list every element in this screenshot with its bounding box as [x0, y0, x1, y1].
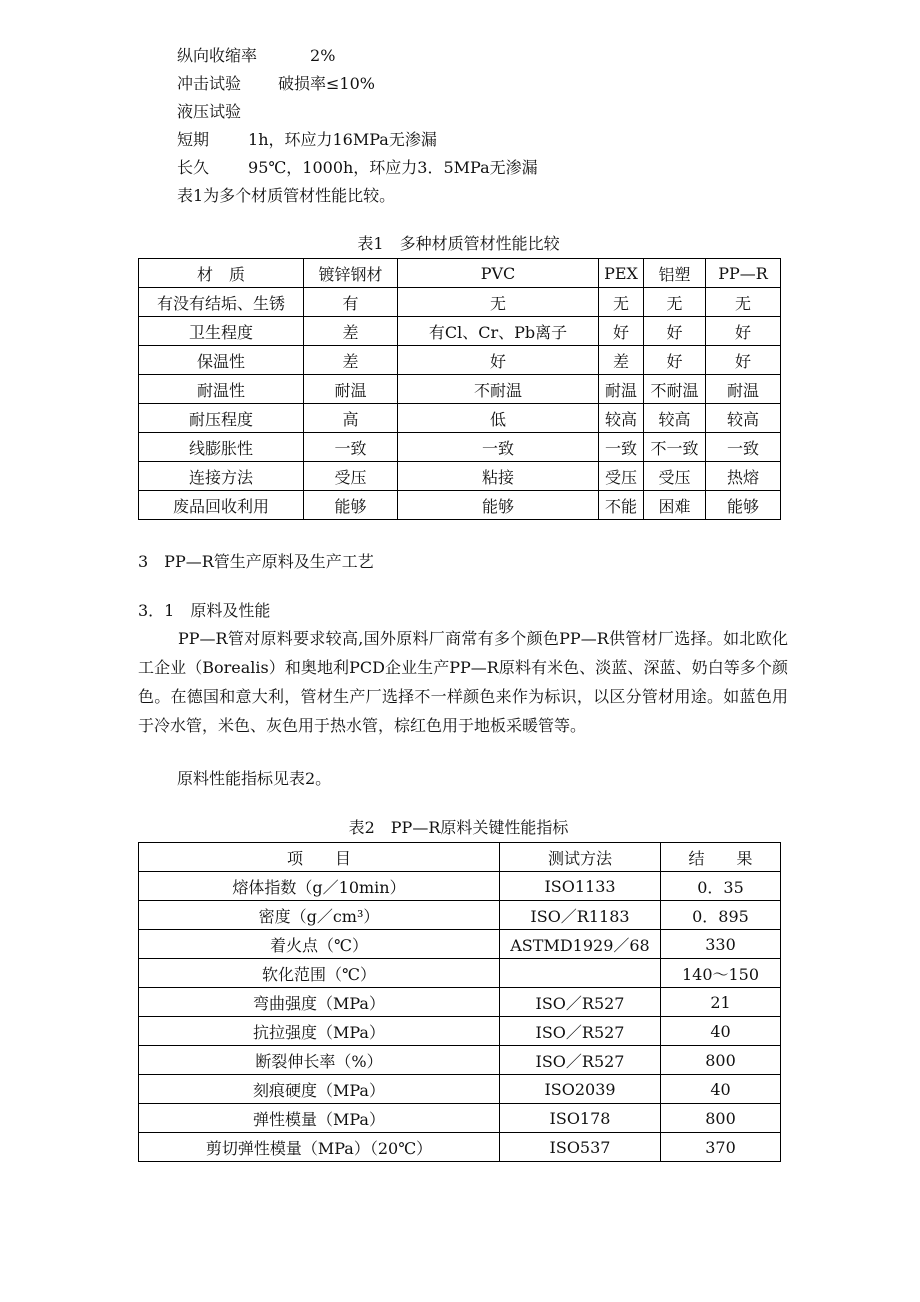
table-row — [139, 1046, 781, 1075]
material-comparison-table — [138, 258, 781, 520]
header-cell: PEX — [599, 259, 644, 288]
table-cell: 21 — [661, 988, 781, 1017]
section-3-heading: 3 PP—R管生产原料及生产工艺 — [138, 552, 374, 571]
table-cell: 有 — [304, 288, 398, 317]
table-row — [139, 872, 781, 901]
header-cell: 结 果 — [661, 843, 781, 872]
table-row — [139, 930, 781, 959]
table-cell: ISO／R1183 — [500, 901, 661, 930]
table-row — [139, 959, 781, 988]
spec-line-long — [177, 157, 538, 179]
spec-label: 冲击试验 — [177, 74, 242, 93]
table-cell: 330 — [661, 930, 781, 959]
table-row — [139, 901, 781, 930]
table-cell: 软化范围（℃） — [139, 959, 500, 988]
table-cell: 好 — [644, 317, 706, 346]
table-cell: 无 — [398, 288, 599, 317]
table-cell: ISO178 — [500, 1104, 661, 1133]
table-row — [139, 433, 781, 462]
table-row — [139, 462, 781, 491]
table-row — [139, 491, 781, 520]
table-cell: 着火点（℃） — [139, 930, 500, 959]
spec-value: 95℃，1000h，环应力3．5MPa无渗漏 — [248, 158, 538, 177]
header-cell: PP—R — [706, 259, 781, 288]
table-cell: 不能 — [599, 491, 644, 520]
intro-sentence: 表1为多个材质管材性能比较。 — [177, 186, 396, 205]
table-cell: 剪切弹性模量（MPa）（20℃） — [139, 1133, 500, 1162]
table-row — [139, 1133, 781, 1162]
table-row — [139, 1075, 781, 1104]
table-cell: 无 — [706, 288, 781, 317]
header-cell: PVC — [398, 259, 599, 288]
table-cell: ISO／R527 — [500, 988, 661, 1017]
table-cell: 耐温 — [304, 375, 398, 404]
spec-line-impact — [177, 73, 375, 95]
table-cell: 较高 — [599, 404, 644, 433]
table-cell: 好 — [644, 346, 706, 375]
spec-label: 长久 — [177, 158, 210, 177]
body-paragraph: PP—R管对原料要求较高,国外原料厂商常有多个颜色PP—R供管材厂选择。如北欧化工企业（Borealis）和奥地利PCD企业生产PP—R原料有米色、淡蓝、深蓝、奶白等多个颜色。在德国和意大利，管材生产厂选择不一样颜色来作为标识，以区分管材用途。如蓝色用于冷水管，米色、灰色用于热水管，棕红色用于地板采暖管等。 — [138, 629, 788, 735]
table-cell: 线膨胀性 — [139, 433, 304, 462]
table-cell: 受压 — [644, 462, 706, 491]
table-row — [139, 988, 781, 1017]
table-cell: 受压 — [599, 462, 644, 491]
header-cell: 测试方法 — [500, 843, 661, 872]
table-cell: 热熔 — [706, 462, 781, 491]
table-cell: 一致 — [706, 433, 781, 462]
table-cell: ISO1133 — [500, 872, 661, 901]
table-cell: ASTMD1929／68 — [500, 930, 661, 959]
table-cell: 受压 — [304, 462, 398, 491]
header-cell: 项 目 — [139, 843, 500, 872]
table-cell: 抗拉强度（MPa） — [139, 1017, 500, 1046]
table-row — [139, 288, 781, 317]
spec-value: 1h，环应力16MPa无渗漏 — [248, 130, 437, 149]
table-row — [139, 317, 781, 346]
table-cell: 差 — [304, 346, 398, 375]
table-cell: 熔体指数（g／10min） — [139, 872, 500, 901]
table-cell: 一致 — [398, 433, 599, 462]
table-cell: 能够 — [304, 491, 398, 520]
table-cell: 困难 — [644, 491, 706, 520]
table-cell: 40 — [661, 1017, 781, 1046]
spec-line-short — [177, 129, 437, 151]
table-cell: 耐温性 — [139, 375, 304, 404]
table-cell: 密度（g／cm³） — [139, 901, 500, 930]
table-cell: 高 — [304, 404, 398, 433]
table-cell — [500, 959, 661, 988]
table-cell: 差 — [304, 317, 398, 346]
table2-caption: 表2 PP—R原料关键性能指标 — [348, 818, 569, 837]
table-cell: 0．895 — [661, 901, 781, 930]
table-row — [139, 404, 781, 433]
table-cell: 40 — [661, 1075, 781, 1104]
table-cell: 能够 — [706, 491, 781, 520]
table-cell: 好 — [599, 317, 644, 346]
table-cell: 有Cl、Cr、Pb离子 — [398, 317, 599, 346]
spec-label: 液压试验 — [177, 102, 242, 121]
table-cell: 不耐温 — [644, 375, 706, 404]
table-cell: 粘接 — [398, 462, 599, 491]
table-row — [139, 1017, 781, 1046]
section-3-1-heading: 3．1 原料及性能 — [138, 601, 271, 620]
table-cell: 好 — [706, 346, 781, 375]
header-cell: 铝塑 — [644, 259, 706, 288]
table-cell: ISO537 — [500, 1133, 661, 1162]
table-cell: 无 — [644, 288, 706, 317]
spec-line-shrinkage — [177, 45, 335, 67]
header-cell: 镀锌钢材 — [304, 259, 398, 288]
table-cell: 废品回收利用 — [139, 491, 304, 520]
table-cell: 不一致 — [644, 433, 706, 462]
spec-line-hydraulic — [177, 101, 241, 123]
table-cell: ISO／R527 — [500, 1017, 661, 1046]
raw-material-properties-table — [138, 842, 781, 1162]
table-cell: ISO／R527 — [500, 1046, 661, 1075]
reference-sentence: 原料性能指标见表2。 — [177, 769, 332, 788]
table-cell: 0．35 — [661, 872, 781, 901]
table-cell: 耐压程度 — [139, 404, 304, 433]
table-cell: 差 — [599, 346, 644, 375]
table-cell: 140～150 — [661, 959, 781, 988]
table-cell: 无 — [599, 288, 644, 317]
table-cell: 低 — [398, 404, 599, 433]
spec-label: 短期 — [177, 130, 210, 149]
table-cell: 好 — [706, 317, 781, 346]
spec-value: 2% — [310, 46, 336, 65]
table-cell: 一致 — [304, 433, 398, 462]
table-row — [139, 375, 781, 404]
table-cell: 370 — [661, 1133, 781, 1162]
table-row — [139, 346, 781, 375]
table-cell: 连接方法 — [139, 462, 304, 491]
table-cell: 不耐温 — [398, 375, 599, 404]
table-header-row — [139, 843, 781, 872]
table-cell: 有没有结垢、生锈 — [139, 288, 304, 317]
spec-label: 纵向收缩率 — [177, 46, 258, 65]
table-cell: 较高 — [706, 404, 781, 433]
table-cell: 较高 — [644, 404, 706, 433]
table-cell: 保温性 — [139, 346, 304, 375]
table-cell: 断裂伸长率（%） — [139, 1046, 500, 1075]
table-cell: 800 — [661, 1046, 781, 1075]
table-cell: 耐温 — [706, 375, 781, 404]
table-row — [139, 1104, 781, 1133]
table-cell: 刻痕硬度（MPa） — [139, 1075, 500, 1104]
table-cell: 好 — [398, 346, 599, 375]
header-cell: 材 质 — [139, 259, 304, 288]
table-cell: 800 — [661, 1104, 781, 1133]
table-header-row — [139, 259, 781, 288]
table-cell: 弯曲强度（MPa） — [139, 988, 500, 1017]
table-cell: 弹性模量（MPa） — [139, 1104, 500, 1133]
table-cell: 耐温 — [599, 375, 644, 404]
table-cell: 一致 — [599, 433, 644, 462]
table1-caption: 表1 多种材质管材性能比较 — [357, 234, 560, 253]
table-cell: ISO2039 — [500, 1075, 661, 1104]
spec-value: 破损率≤10% — [278, 74, 375, 93]
table-cell: 能够 — [398, 491, 599, 520]
table-cell: 卫生程度 — [139, 317, 304, 346]
